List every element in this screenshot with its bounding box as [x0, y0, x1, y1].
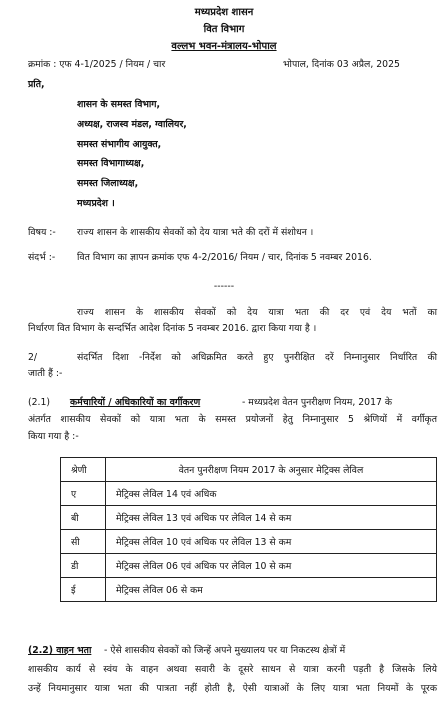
para22-line2: शासकीय कार्य से स्वंय के वाहन अथवा सवारी के दूसरे साधन से यात्रा करनी पड़ती है जिसके लिये — [28, 664, 437, 675]
para1-line1: राज्य शासन के शासकीय सेवकों को देय यात्रा भता की दर एवं देय भतों का — [77, 307, 437, 318]
level-cell: मेट्रिक्स लेविल 10 एवं अधिक पर लेविल 13 से कम — [106, 530, 437, 554]
order-place-date: भोपाल, दिनांक 03 अप्रैल, 2025 — [283, 59, 400, 70]
header-department: वित विभाग — [203, 24, 245, 35]
table-header-row — [61, 458, 437, 482]
para21-line2: अंतर्गत शासकीय सेवकों को यात्रा भता के समस्त प्रयोजनों हेतु निम्नानुसार 5 श्रेणियों में वर्गीकृत — [28, 414, 437, 425]
subject-label: विषय :- — [28, 227, 56, 238]
level-cell: मेट्रिक्स लेविल 06 एवं अधिक पर लेविल 10 से कम — [106, 554, 437, 578]
grade-cell: डी — [61, 554, 106, 578]
reference-label: संदर्भ :- — [28, 252, 56, 263]
separator: ------ — [213, 281, 235, 292]
para22-heading: (2.2) वाहन भता — [28, 645, 92, 656]
column-header: वेतन पुनरीक्षण नियम 2017 के अनुसार मेट्रिक्स लेविल — [106, 458, 437, 482]
order-number: क्रमांक : एफ 4-1/2025 / नियम / चार — [28, 59, 166, 70]
recipient-line: शासन के समस्त विभाग, — [77, 99, 161, 110]
grade-cell: ए — [61, 482, 106, 506]
recipient-line: अध्यक्ष, राजस्व मंडल, ग्वालियर, — [77, 119, 187, 130]
level-cell: मेट्रिक्स लेविल 14 एवं अधिक — [106, 482, 437, 506]
table-row — [61, 578, 437, 602]
para21-heading: कर्मचारियों / अधिकारियों का वर्गीकरण — [70, 397, 201, 408]
table-row — [61, 530, 437, 554]
para2-line2: जाती हैं :- — [28, 368, 63, 379]
recipient-line: मध्यप्रदेश । — [77, 198, 115, 209]
para1-line2: निर्धारण वित विभाग के सन्दर्भित आदेश दिनांक 5 नवम्बर 2016. द्वारा किया गया है । — [28, 323, 317, 334]
para21-line3: किया गया है :- — [28, 431, 79, 442]
para22-line3: उन्हें नियमानुसार यात्रा भता की पात्रता नहीं होती है, ऐसी यात्राओं के लिए यात्रा भता नियमों के पूरक — [28, 683, 437, 694]
recipient-line: समस्त विभागाध्यक्ष, — [77, 158, 145, 169]
reference-text: वित विभाग का ज्ञापन क्रमांक एफ 4-2/2016/ नियम / चार, दिनांक 5 नवम्बर 2016. — [77, 252, 372, 263]
para22-line1: - ऐसे शासकीय सेवकों को जिन्हें अपने मुख्यालय पर या निकटस्थ क्षेत्रों में — [104, 645, 346, 656]
grade-cell: बी — [61, 506, 106, 530]
para2-number: 2/ — [28, 352, 38, 363]
para21-line1: - मध्यप्रदेश वेतन पुनरीक्षण नियम, 2017 के — [242, 397, 393, 408]
subject-text: राज्य शासन के शासकीय सेवकों को देय यात्रा भते की दरों में संशोधन । — [77, 227, 314, 238]
prati-label: प्रति, — [28, 79, 45, 90]
grade-table — [60, 457, 437, 602]
level-cell: मेट्रिक्स लेविल 13 एवं अधिक पर लेविल 14 से कम — [106, 506, 437, 530]
table-row — [61, 482, 437, 506]
recipient-line: समस्त जिलाध्यक्ष, — [77, 178, 139, 189]
recipient-line: समस्त संभागीय आयुक्त, — [77, 139, 162, 150]
header-address: वल्लभ भवन-मंत्रालय-भोपाल — [171, 41, 277, 52]
level-cell: मेट्रिक्स लेविल 06 से कम — [106, 578, 437, 602]
column-header: श्रेणी — [61, 458, 106, 482]
grade-cell: ई — [61, 578, 106, 602]
para2-line1: संदर्भित दिशा -निर्देश को अधिक्रमित करते हुए पुनरीक्षित दरें निम्नानुसार निर्धारित की — [77, 352, 437, 363]
header-government: मध्यप्रदेश शासन — [194, 7, 254, 18]
table-row — [61, 506, 437, 530]
table-row — [61, 554, 437, 578]
para21-number: (2.1) — [28, 397, 51, 408]
grade-cell: सी — [61, 530, 106, 554]
